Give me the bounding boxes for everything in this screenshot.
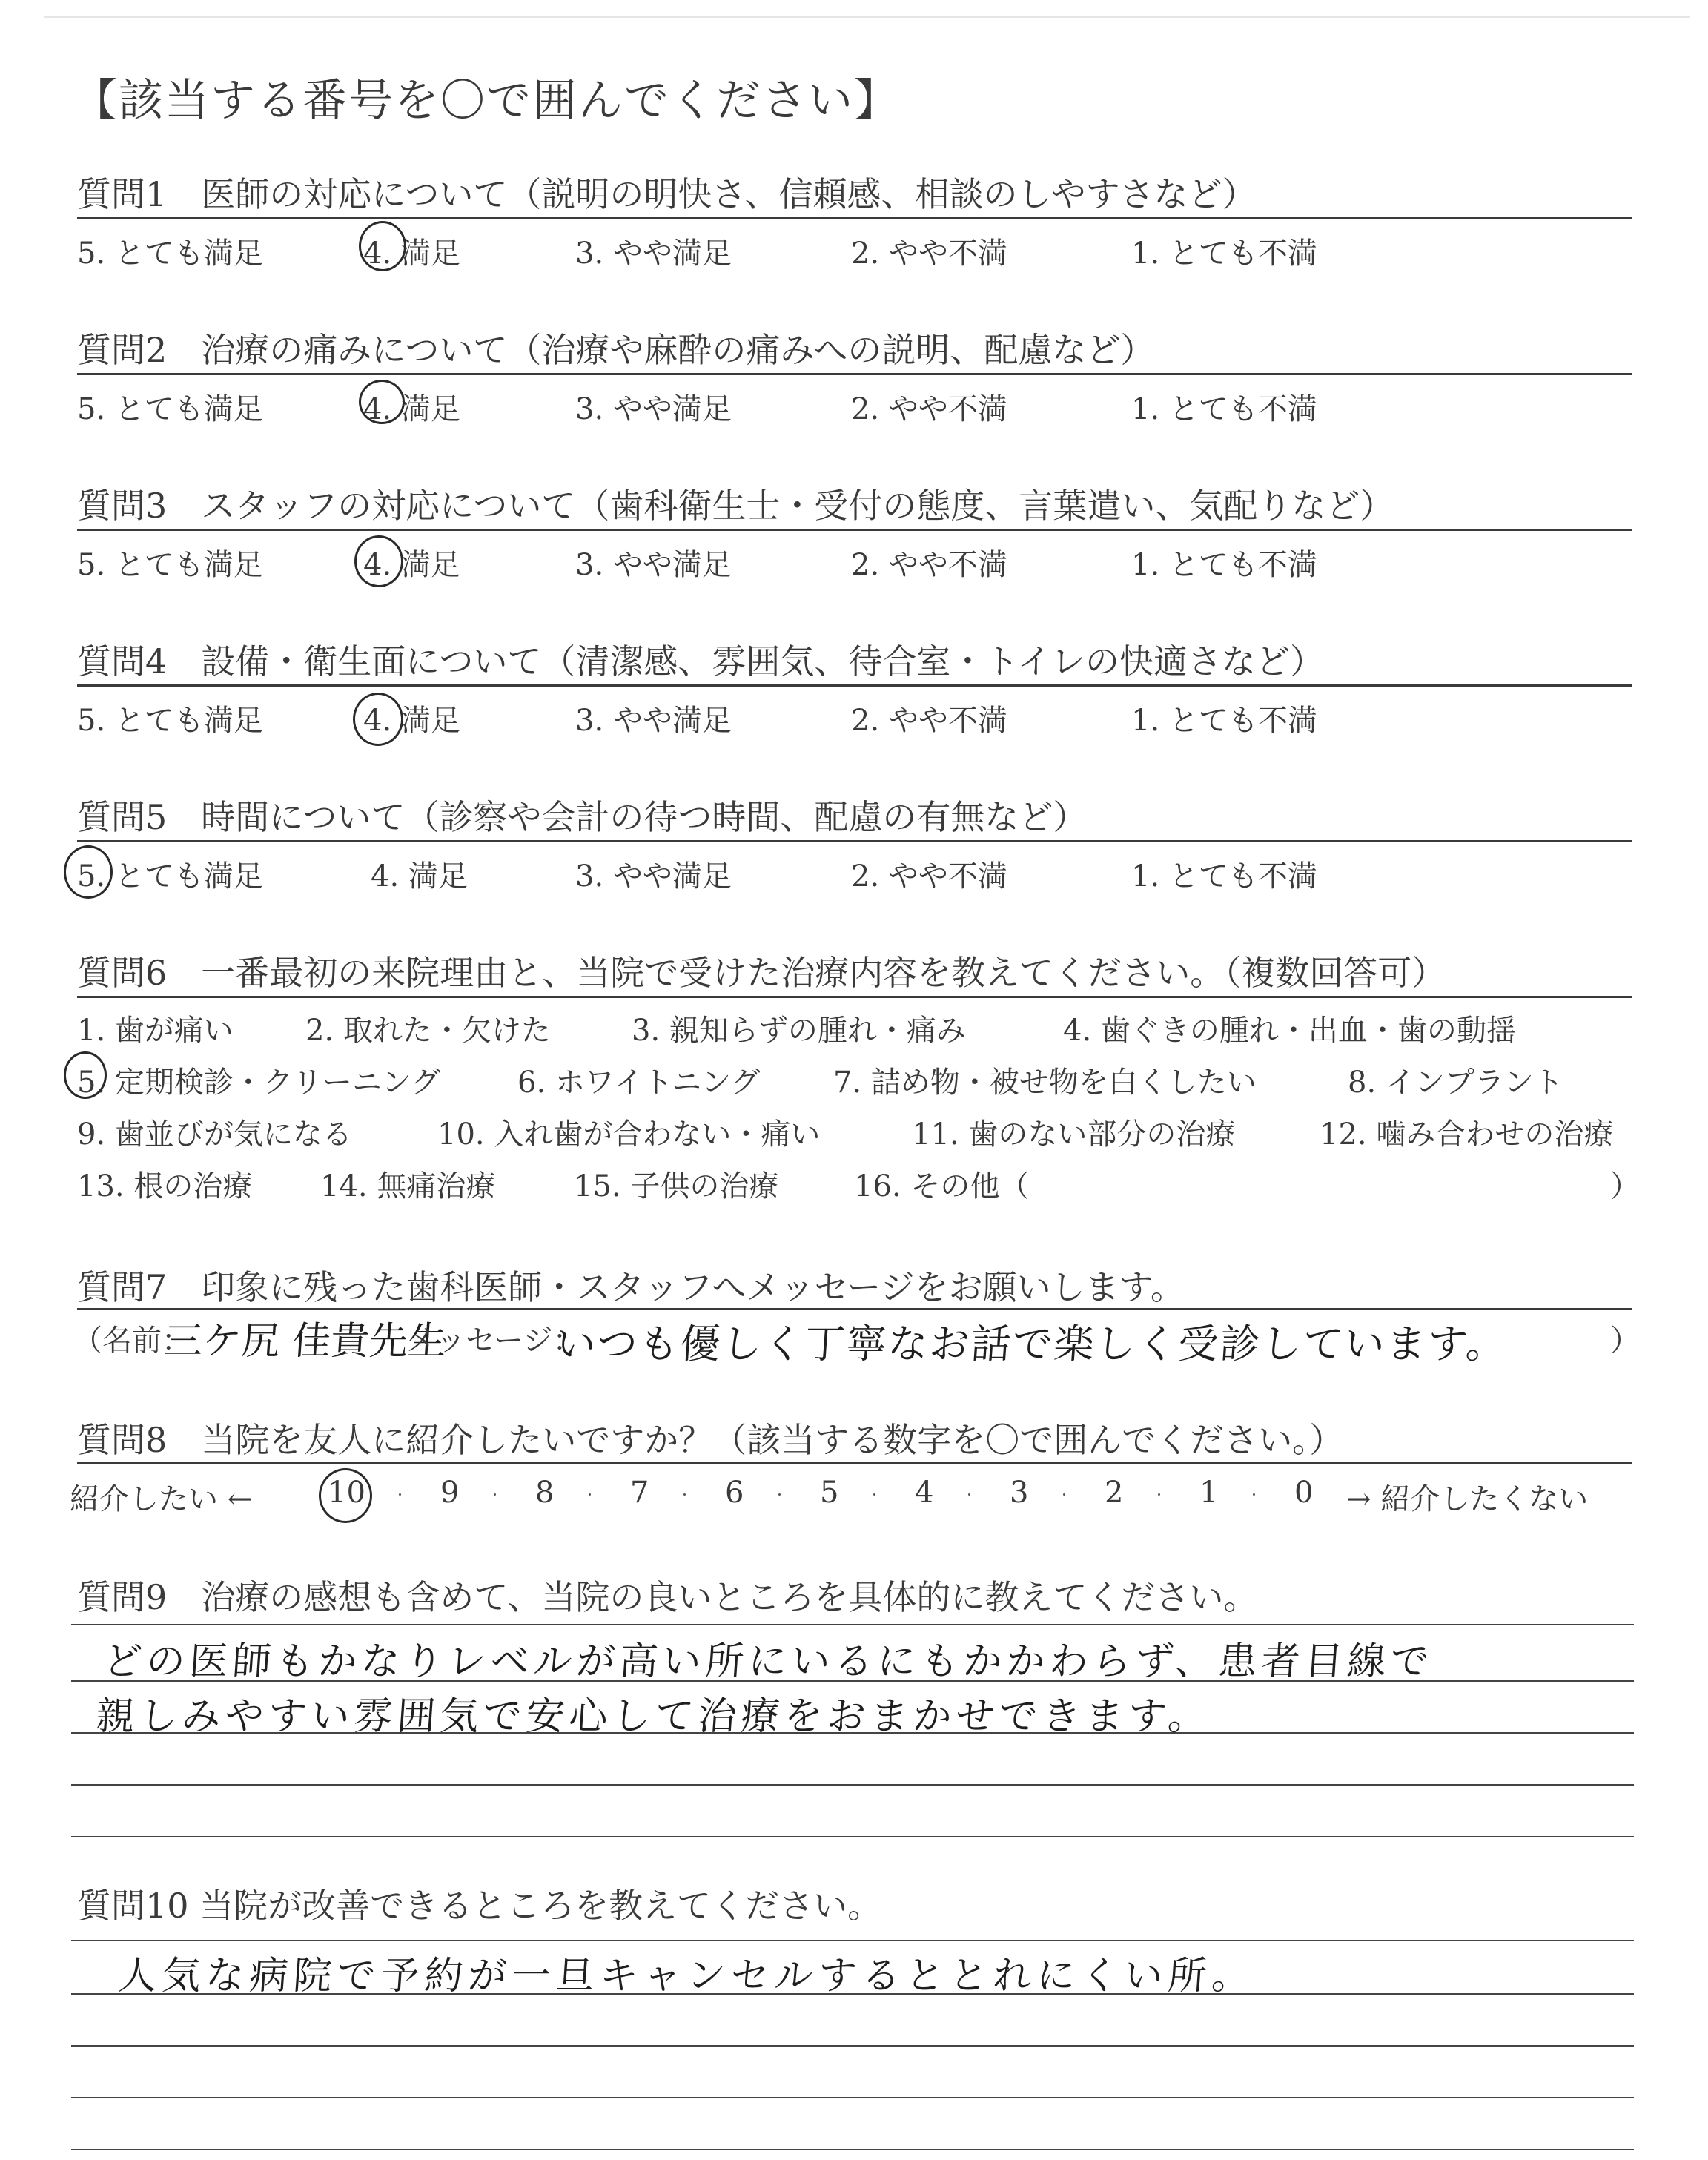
- q6-option-11[interactable]: 11. 歯のない部分の治療: [912, 1117, 1236, 1152]
- q8-title: 質問8 当院を友人に紹介したいですか？（該当する数字を〇で囲んでください。）: [77, 1420, 1344, 1460]
- q9-title: 質問9 治療の感想も含めて、当院の良いところを具体的に教えてください。: [77, 1577, 1258, 1617]
- q8-separator-dot: [589, 1493, 591, 1496]
- q1-option-4[interactable]: 4. 満足: [363, 237, 460, 271]
- q8-separator-dot: [683, 1493, 686, 1496]
- q6-option-4[interactable]: 4. 歯ぐきの腫れ・出血・歯の動揺: [1063, 1014, 1516, 1048]
- q8-option-9[interactable]: 9: [440, 1476, 460, 1510]
- q1-option-3[interactable]: 3. やや満足: [575, 237, 732, 271]
- q8-option-2[interactable]: 2: [1105, 1476, 1124, 1510]
- q8-option-1[interactable]: 1: [1199, 1476, 1219, 1510]
- q2-option-2[interactable]: 2. やや不満: [851, 392, 1007, 426]
- q4-option-4[interactable]: 4. 満足: [363, 704, 460, 738]
- q6-option-10[interactable]: 10. 入れ歯が合わない・痛い: [437, 1117, 821, 1152]
- q6-option-8[interactable]: 8. インプラント: [1348, 1066, 1563, 1100]
- q8-right-label: → 紹介したくない: [1346, 1482, 1589, 1516]
- q1-title: 質問1 医師の対応について（説明の明快さ、信頼感、相談のしやすさなど）: [77, 174, 1257, 214]
- q5-option-5[interactable]: 5. とても満足: [77, 859, 263, 894]
- q1-option-5[interactable]: 5. とても満足: [77, 237, 263, 271]
- q6-option-16[interactable]: 16. その他（: [854, 1169, 1030, 1203]
- page-heading: 【該当する番号を〇で囲んでください】: [73, 75, 900, 127]
- q8-option-10[interactable]: 10: [328, 1476, 365, 1510]
- q5-option-4[interactable]: 4. 満足: [371, 859, 468, 894]
- q8-separator-dot: [494, 1493, 496, 1496]
- q8-option-8[interactable]: 8: [535, 1476, 555, 1510]
- q2-option-4[interactable]: 4. 満足: [363, 392, 460, 426]
- q10-line-3-rule: [71, 2045, 1634, 2047]
- q9-line-5-rule: [71, 1836, 1634, 1837]
- q8-option-5[interactable]: 5: [820, 1476, 839, 1510]
- q3-rule: [77, 529, 1632, 531]
- q8-separator-dot: [1253, 1493, 1255, 1496]
- q2-selection-mark: [359, 380, 405, 424]
- q10-title: 質問10 当院が改善できるところを教えてください。: [77, 1886, 882, 1926]
- q4-title: 質問4 設備・衛生面について（清潔感、雰囲気、待合室・トイレの快適さなど）: [77, 641, 1325, 681]
- q3-option-4[interactable]: 4. 満足: [363, 548, 460, 582]
- q6-option-9[interactable]: 9. 歯並びが気になる: [77, 1117, 352, 1152]
- q9-line-4-rule: [71, 1784, 1634, 1786]
- q8-selection-mark: [319, 1468, 372, 1523]
- q6-option-15[interactable]: 15. 子供の治療: [574, 1169, 779, 1203]
- q7-name-handwriting[interactable]: 三ケ尻 佳貴先生: [162, 1319, 448, 1364]
- q8-separator-dot: [778, 1493, 781, 1496]
- q6-option-7[interactable]: 7. 詰め物・被せ物を白くしたい: [833, 1066, 1257, 1100]
- q5-option-2[interactable]: 2. やや不満: [851, 859, 1007, 894]
- q8-option-3[interactable]: 3: [1010, 1476, 1029, 1510]
- q3-option-3[interactable]: 3. やや満足: [575, 548, 732, 582]
- q2-rule: [77, 373, 1632, 375]
- q4-rule: [77, 684, 1632, 687]
- q6-option-14[interactable]: 14. 無痛治療: [320, 1169, 496, 1203]
- q3-selection-mark: [354, 535, 403, 587]
- q10-line-5-rule: [71, 2149, 1634, 2150]
- page-top-border: [44, 16, 1690, 18]
- q3-option-5[interactable]: 5. とても満足: [77, 548, 263, 582]
- q7-close: ）: [1610, 1324, 1640, 1358]
- q8-separator-dot: [1158, 1493, 1160, 1496]
- q5-option-1[interactable]: 1. とても不満: [1131, 859, 1317, 894]
- q3-option-2[interactable]: 2. やや不満: [851, 548, 1007, 582]
- q8-separator-dot: [968, 1493, 970, 1496]
- q8-separator-dot: [1063, 1493, 1065, 1496]
- q4-option-3[interactable]: 3. やや満足: [575, 704, 732, 738]
- q10-line-1-rule: [71, 1940, 1634, 1941]
- q2-title: 質問2 治療の痛みについて（治療や麻酔の痛みへの説明、配慮など）: [77, 330, 1155, 370]
- q7-name-label: （名前：: [73, 1324, 191, 1358]
- q10-line-4-rule: [71, 2097, 1634, 2098]
- q6-option-2[interactable]: 2. 取れた・欠けた: [305, 1014, 551, 1048]
- q7-message-handwriting[interactable]: いつも優しく丁寧なお話で楽しく受診しています。: [554, 1321, 1509, 1367]
- q2-option-5[interactable]: 5. とても満足: [77, 392, 263, 426]
- q8-option-7[interactable]: 7: [630, 1476, 649, 1510]
- q2-option-1[interactable]: 1. とても不満: [1131, 392, 1317, 426]
- q6-other-close: ）: [1610, 1169, 1640, 1203]
- q4-option-1[interactable]: 1. とても不満: [1131, 704, 1317, 738]
- q1-selection-mark: [359, 221, 406, 271]
- q6-option-12[interactable]: 12. 噛み合わせの治療: [1320, 1117, 1614, 1152]
- q6-option-6[interactable]: 6. ホワイトニング: [517, 1066, 761, 1100]
- q10-answer-line-1[interactable]: 人気な病院で予約が一旦キャンセルするととれにくい所。: [116, 1954, 1257, 1998]
- q3-title: 質問3 スタッフの対応について（歯科衛生士・受付の態度、言葉遣い、気配りなど）: [77, 486, 1394, 526]
- q5-option-3[interactable]: 3. やや満足: [575, 859, 732, 894]
- q8-left-label: 紹介したい ←: [70, 1482, 253, 1516]
- q8-option-4[interactable]: 4: [915, 1476, 934, 1510]
- q8-option-0[interactable]: 0: [1294, 1476, 1314, 1510]
- q3-option-1[interactable]: 1. とても不満: [1131, 548, 1317, 582]
- q7-message-label: メッセージ：: [406, 1324, 583, 1358]
- q6-rule: [77, 996, 1632, 998]
- q5-title: 質問5 時間について（診察や会計の待つ時間、配慮の有無など）: [77, 797, 1088, 837]
- q9-answer-line-1[interactable]: どの医師もかなりレベルが高い所にいるにもかかわらず、患者目線で: [102, 1639, 1435, 1684]
- q8-rule: [77, 1462, 1632, 1464]
- q6-selection-mark: [64, 1051, 107, 1099]
- q2-option-3[interactable]: 3. やや満足: [575, 392, 732, 426]
- q8-separator-dot: [873, 1493, 875, 1496]
- q5-rule: [77, 840, 1632, 842]
- q6-option-5[interactable]: 5. 定期検診・クリーニング: [77, 1066, 441, 1100]
- q1-option-2[interactable]: 2. やや不満: [851, 237, 1007, 271]
- q6-option-13[interactable]: 13. 根の治療: [77, 1169, 253, 1203]
- q4-option-5[interactable]: 5. とても満足: [77, 704, 263, 738]
- q6-option-3[interactable]: 3. 親知らずの腫れ・痛み: [632, 1014, 966, 1048]
- q4-option-2[interactable]: 2. やや不満: [851, 704, 1007, 738]
- q1-option-1[interactable]: 1. とても不満: [1131, 237, 1317, 271]
- q1-rule: [77, 217, 1632, 219]
- q7-title: 質問7 印象に残った歯科医師・スタッフへメッセージをお願いします。: [77, 1267, 1185, 1307]
- q4-selection-mark: [353, 693, 403, 746]
- q9-answer-line-2[interactable]: 親しみやすい雰囲気で安心して治療をおまかせできます。: [94, 1694, 1213, 1739]
- q8-option-6[interactable]: 6: [725, 1476, 744, 1510]
- q6-title: 質問6 一番最初の来院理由と、当院で受けた治療内容を教えてください。（複数回答可）: [77, 953, 1446, 993]
- q5-selection-mark: [64, 845, 113, 899]
- q9-line-1-rule: [71, 1624, 1634, 1625]
- q6-option-1[interactable]: 1. 歯が痛い: [77, 1014, 234, 1048]
- q8-separator-dot: [399, 1493, 401, 1496]
